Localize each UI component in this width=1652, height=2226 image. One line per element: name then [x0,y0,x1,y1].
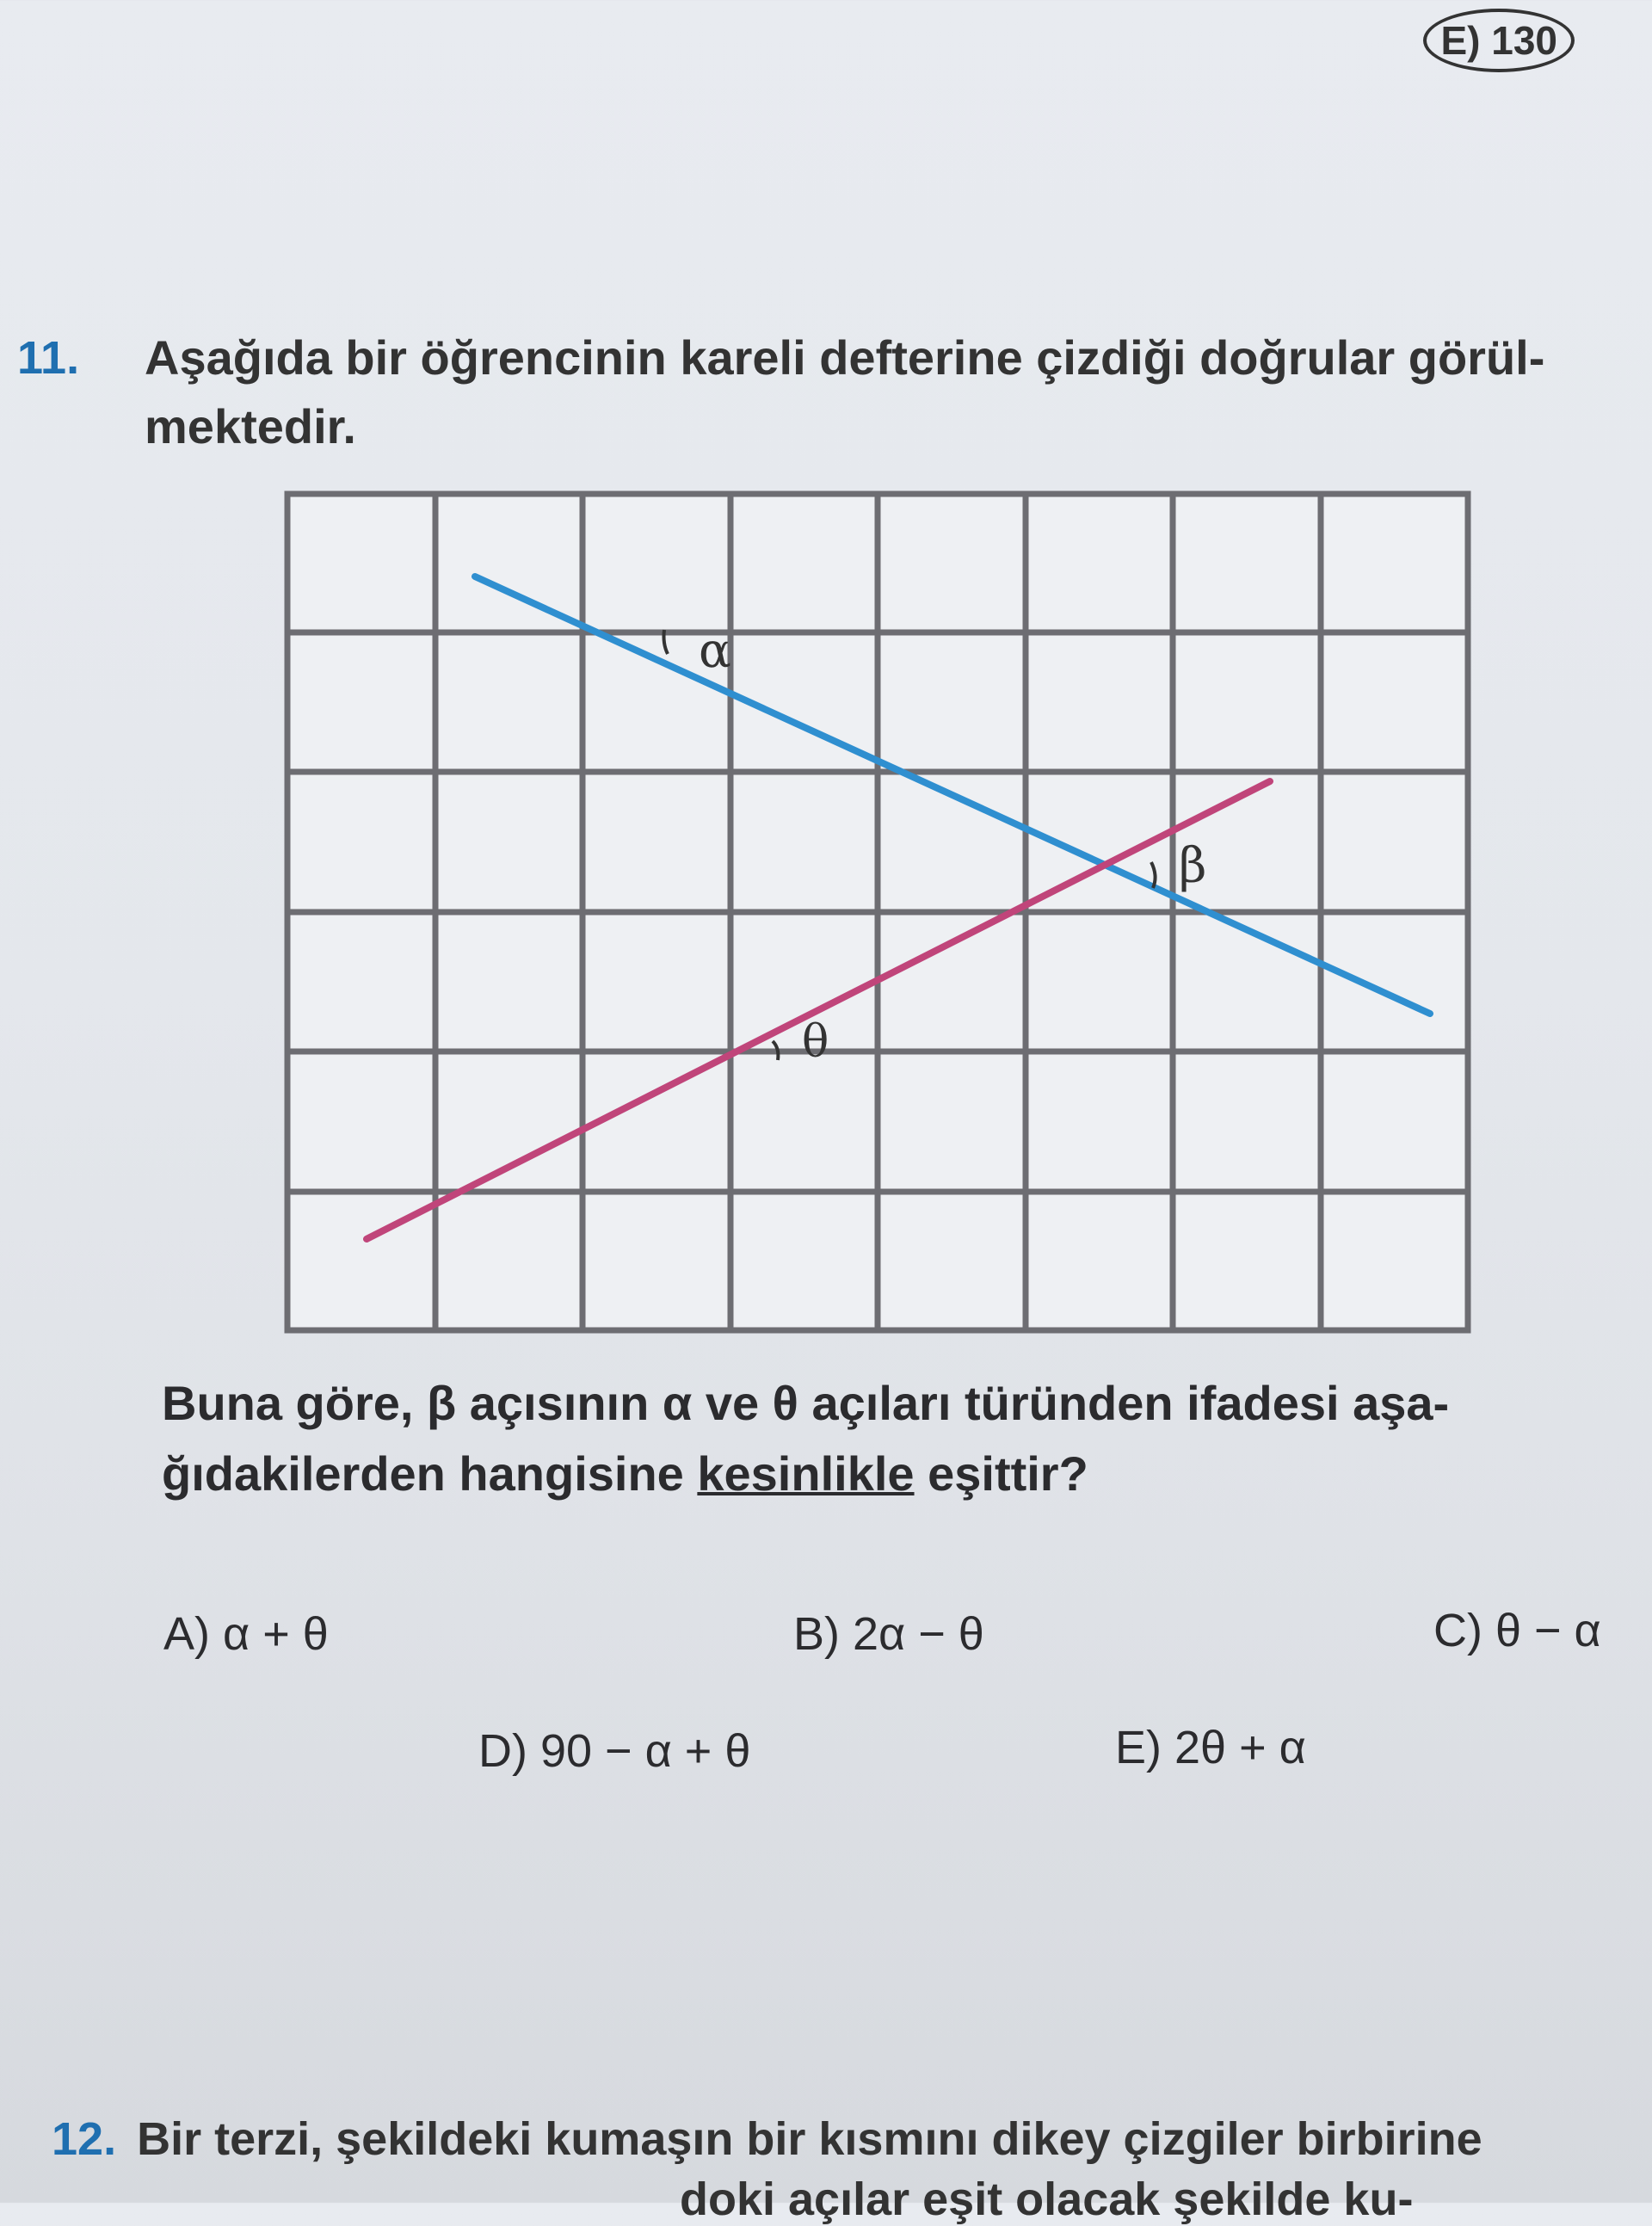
prompt-line2-end: eşittir? [914,1446,1088,1501]
question-12-text-line2: doki açılar eşit olacak şekilde ku- [680,2174,1414,2225]
prompt-line1: Buna göre, β açısının α ve θ açıları türünden ifadesi aşa- [162,1376,1450,1430]
prompt-line2 [162,1439,1642,1509]
option-b[interactable]: B) 2α − θ [793,1608,984,1660]
alpha-label: α [699,623,731,679]
option-a[interactable]: A) α + θ [163,1608,329,1660]
option-d[interactable]: D) 90 − α + θ [478,1725,751,1777]
prompt-emphasis: kesinlikle [697,1446,915,1501]
theta-label: θ [802,1016,829,1068]
beta-label: β [1179,838,1207,894]
grid-figure [284,490,1471,1334]
previous-answer-label: E) 130 [1440,18,1557,63]
grid-svg [284,490,1471,1334]
question-12-number: 12. [52,2113,117,2165]
option-e[interactable]: E) 2θ + α [1115,1722,1306,1773]
question-12 [52,2112,1652,2166]
question-11-number: 11. [17,332,80,384]
option-c[interactable]: C) θ − α [1433,1605,1601,1656]
question-11-text-line1: Aşağıda bir öğrencinin kareli defterine çizdiği doğrular görül- [145,330,1545,385]
previous-answer-choice [1423,9,1575,72]
question-12-text-line1: Bir terzi, şekildeki kumaşın bir kısmını dikey çizgiler birbirine [137,2113,1482,2165]
question-11-text-line2: mektedir. [145,399,356,453]
question-11-prompt [162,1368,1642,1509]
prompt-line2-start: ğıdakilerden hangisine [162,1446,698,1501]
answer-circle [1423,9,1575,72]
